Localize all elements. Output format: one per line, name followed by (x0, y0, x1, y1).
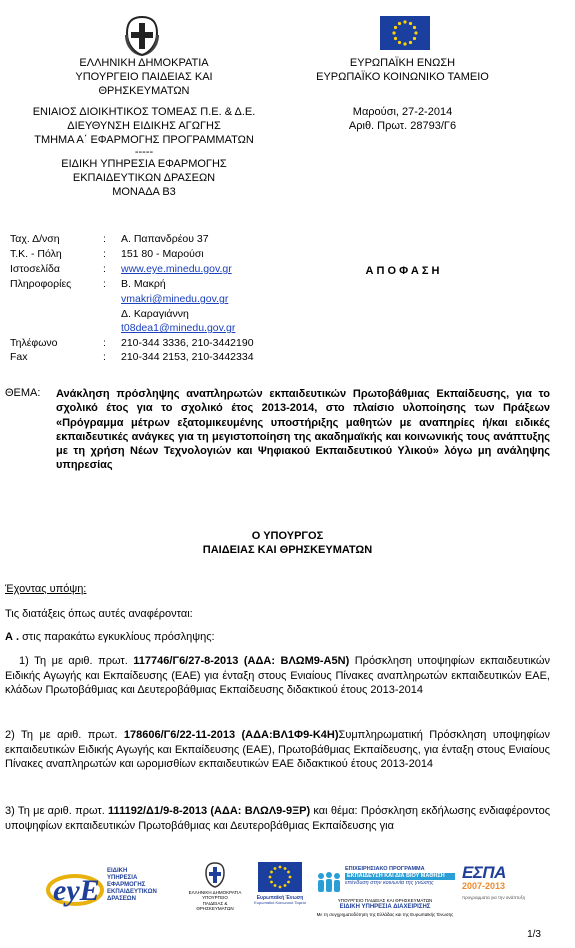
eu-flag-small-icon (258, 862, 302, 892)
service-line2: ΕΚΠΑΙΔΕΥΤΙΚΩΝ ΔΡΑΣΕΩΝ (72, 172, 216, 184)
subject-text: Ανάκληση πρόσληψης αναπληρωτών εκπαιδευτικών Πρωτοβάθμιας Εκπαίδευσης, για το σχολικό έτος για το σχολικό έτος 2013-2014, στο πλαίσιο υλοποίησης των Πράξεων «Πρόγραμμα μέτρων εξατομικευμένης υποστήριξης μαθητών με αναπηρίες ή/και ειδικές εκπαιδευτικές ανάγκες για τη μεγιστοποίηση της ακαδημαϊκής και κοινωνικής τους ανάπτυξης με τη χρήση Νέων Τεχνολογιών και Ψηφιακού Εκπαιδευτικού Υλικού» λόγω μη ανάληψης υπηρεσίας (56, 388, 550, 472)
email2-link[interactable]: t08dea1@minedu.gov.gr (121, 322, 236, 334)
postal-value: 151 80 - Μαρούσι (121, 248, 204, 260)
reference-item-2: 2) Τη με αριθ. πρωτ. 178606/Γ6/22-11-2013 (ΑΔΑ:ΒΛ1Φ9-Κ4Η)Συμπληρωματική Πρόσκληση υποψηφίων εκπαιδευτικών Ειδικής Αγωγής και Εκπαίδευσης (ΕΑΕ), Πρωτοβάθμιας Εκπαίδευσης, για ένταξη στους Ενιαίους Πίνακες αναπληρωτών και ωρομισθίων εκπαιδευτικών ΕΑΕ διδακτικού έτους 2013-2014 (5, 729, 551, 771)
info-label: Πληροφορίες (10, 278, 72, 290)
phone-value: 210-344 3336, 210-3442190 (121, 337, 254, 349)
ministry-logo: ΕΛΛΗΝΙΚΗ ΔΗΜΟΚΡΑΤΙΑ ΥΠΟΥΡΓΕΙΟ ΠΑΙΔΕΙΑΣ & ΘΡΗΣΚΕΥΜΑΤΩΝ (180, 862, 250, 912)
contact-info: Πληροφορίες : Β. Μακρή (10, 278, 166, 290)
document-date: Μαρούσι, 27-2-2014 (352, 106, 453, 118)
decision-title: Α Π Ο Φ Α Σ Η (365, 265, 440, 277)
separator: ----- (134, 146, 154, 159)
section-a-letter: Α . (5, 631, 20, 643)
minister-line2: ΠΑΙΔΕΙΑΣ ΚΑΙ ΘΡΗΣΚΕΥΜΑΤΩΝ (202, 543, 373, 556)
eye-logo (45, 862, 155, 912)
contact-address: Ταχ. Δ/νση : Α. Παπανδρέου 37 (10, 233, 209, 245)
header-left (30, 57, 258, 98)
item3-reference: 111192/Δ1/9-8-2013 (ΑΔΑ: ΒΛΩΛ9-9ΞΡ) (108, 805, 311, 817)
email1-link[interactable]: vmakri@minedu.gov.gr (121, 293, 229, 305)
fax-value: 210-344 2153, 210-3442334 (121, 351, 254, 363)
person2-name: Δ. Καραγιάννη (121, 308, 189, 320)
operational-programme-logo: ΕΠΙΧΕΙΡΗΣΙΑΚΟ ΠΡΟΓΡΑΜΜΑ ΕΚΠΑΙΔΕΥΣΗ ΚΑΙ ΔΙΑ ΒΙΟΥ ΜΑΘΗΣΗ επένδυση στην κοινωνία της γνώσης ΥΠΟΥΡΓΕΙΟ ΠΑΙΔΕΙΑΣ ΚΑΙ ΘΡΗΣΚΕΥΜΑΤΩΝ ΕΙΔΙΚΗ ΥΠΗΡΕΣΙΑ ΔΙΑΧΕΙΡΙΣΗΣ Με τη συγχρηματοδότηση της Ελλάδας και της Ευρωπαϊκής Ένωσης (316, 866, 454, 917)
date-protocol (300, 106, 505, 134)
people-icon (315, 870, 343, 896)
eye-logo-text: ΕΙΔΙΚΗ ΥΠΗΡΕΣΙΑ ΕΦΑΡΜΟΓΗΣ ΕΚΠΑΙΔΕΥΤΙΚΩΝ ΔΡΑΣΕΩΝ (107, 868, 157, 902)
ministry-name: ΥΠΟΥΡΓΕΙΟ ΠΑΙΔΕΙΑΣ ΚΑΙ ΘΡΗΣΚΕΥΜΑΤΩΝ (75, 70, 213, 97)
svg-text:eyE: eyE (53, 874, 100, 907)
considering-heading: Έχοντας υπόψη: (5, 583, 87, 595)
minister-line1: Ο ΥΠΟΥΡΓΟΣ (251, 530, 324, 542)
service-line1: ΕΙΔΙΚΗ ΥΠΗΡΕΣΙΑ ΕΦΑΡΜΟΓΗΣ (61, 158, 227, 171)
reference-item-1: 1) Τη με αριθ. πρωτ. 117746/Γ6/27-8-2013 (ΑΔΑ: ΒΛΩΜ9-Α5Ν) Πρόσκληση υποψηφίων εκπαιδευτικών Ειδικής Αγωγής και Εκπαίδευσης (ΕΑΕ) για ένταξη στους Ενιαίους Πίνακες αναπληρωτών εκπαιδευτικών ΕΑΕ, κλάδων Πρωτοβάθμιας και Δευτεροβάθμιας Εκπαίδευσης διδακτικού έτους 2013-2014 (5, 655, 550, 697)
postal-label: Τ.Κ. - Πόλη (10, 248, 62, 260)
contact-phone: Τηλέφωνο : 210-344 3336, 210-3442190 (10, 337, 254, 349)
section-a (5, 631, 215, 645)
issuer-block (30, 106, 258, 200)
address-value: Α. Παπανδρέου 37 (121, 233, 209, 245)
espa-logo: ΕΣΠΑ 2007-2013 προγραμματα για την ανάπτυξη (462, 863, 526, 900)
subject-label: ΘΕΜΑ: (5, 387, 41, 399)
person1-name: Β. Μακρή (121, 278, 166, 290)
sector-name: ΕΝΙΑΙΟΣ ΔΙΟΙΚΗΤΙΚΟΣ ΤΟΜΕΑΣ Π.Ε. & Δ.Ε. (32, 106, 256, 118)
contact-email2 (10, 322, 310, 336)
directorate-name: ΔΙΕΥΘΥΝΣΗ ΕΙΔΙΚΗΣ ΑΓΩΓΗΣ (67, 119, 221, 132)
reference-item-3: 3) Τη με αριθ. πρωτ. 111192/Δ1/9-8-2013 (ΑΔΑ: ΒΛΩΛ9-9ΞΡ) και θέμα: Πρόσκληση εκδήλωσης ενδιαφέροντος υποψηφίων εκπαιδευτικών Πρωτοβάθμιας και Δευτεροβάθμιας Εκπαίδευσης για (5, 805, 550, 832)
contact-postal: Τ.Κ. - Πόλη : 151 80 - Μαρούσι (10, 248, 204, 260)
fax-label: Fax (10, 351, 28, 363)
address-label: Ταχ. Δ/νση (10, 233, 60, 245)
protocol-number: Αριθ. Πρωτ. 28793/Γ6 (348, 119, 457, 132)
contact-email1 (10, 293, 310, 307)
greek-emblem-icon (123, 15, 161, 57)
eu-flag-icon (380, 16, 430, 50)
provisions-text: Τις διατάξεις όπως αυτές αναφέρονται: (5, 608, 193, 620)
greek-emblem-small-icon (203, 862, 227, 888)
contact-fax: Fax : 210-344 2153, 210-3442334 (10, 351, 254, 363)
contact-website: Ιστοσελίδα : www.eye.minedu.gov.gr (10, 263, 232, 275)
minister-heading (0, 530, 575, 558)
union-name: ΕΥΡΩΠΑΪΚΗ ΕΝΩΣΗ (349, 57, 456, 69)
fund-name: ΕΥΡΩΠΑΪΚΟ ΚΟΙΝΩΝΙΚΟ ΤΑΜΕΙΟ (316, 70, 489, 83)
website-label: Ιστοσελίδα (10, 263, 60, 275)
item2-reference: 178606/Γ6/22-11-2013 (ΑΔΑ:ΒΛ1Φ9-Κ4Η) (123, 729, 339, 741)
department-name: ΤΜΗΜΑ Α΄ ΕΦΑΡΜΟΓΗΣ ΠΡΟΓΡΑΜΜΑΤΩΝ (34, 133, 254, 146)
republic-name: ΕΛΛΗΝΙΚΗ ΔΗΜΟΚΡΑΤΙΑ (79, 57, 209, 69)
website-link[interactable]: www.eye.minedu.gov.gr (121, 263, 232, 275)
eu-fund-logo: Ευρωπαϊκή Ένωση Ευρωπαϊκό Κοινωνικό Ταμείο (250, 862, 310, 906)
item1-reference: 117746/Γ6/27-8-2013 (ΑΔΑ: ΒΛΩΜ9-Α5Ν) (133, 655, 350, 667)
header-right (300, 57, 505, 85)
unit-name: ΜΟΝΑΔΑ Β3 (112, 185, 176, 198)
contact-person2 (10, 308, 310, 322)
page-number: 1/3 (527, 929, 541, 940)
phone-label: Τηλέφωνο (10, 337, 58, 349)
section-a-text: στις παρακάτω εγκυκλίους πρόσληψης: (19, 631, 215, 643)
